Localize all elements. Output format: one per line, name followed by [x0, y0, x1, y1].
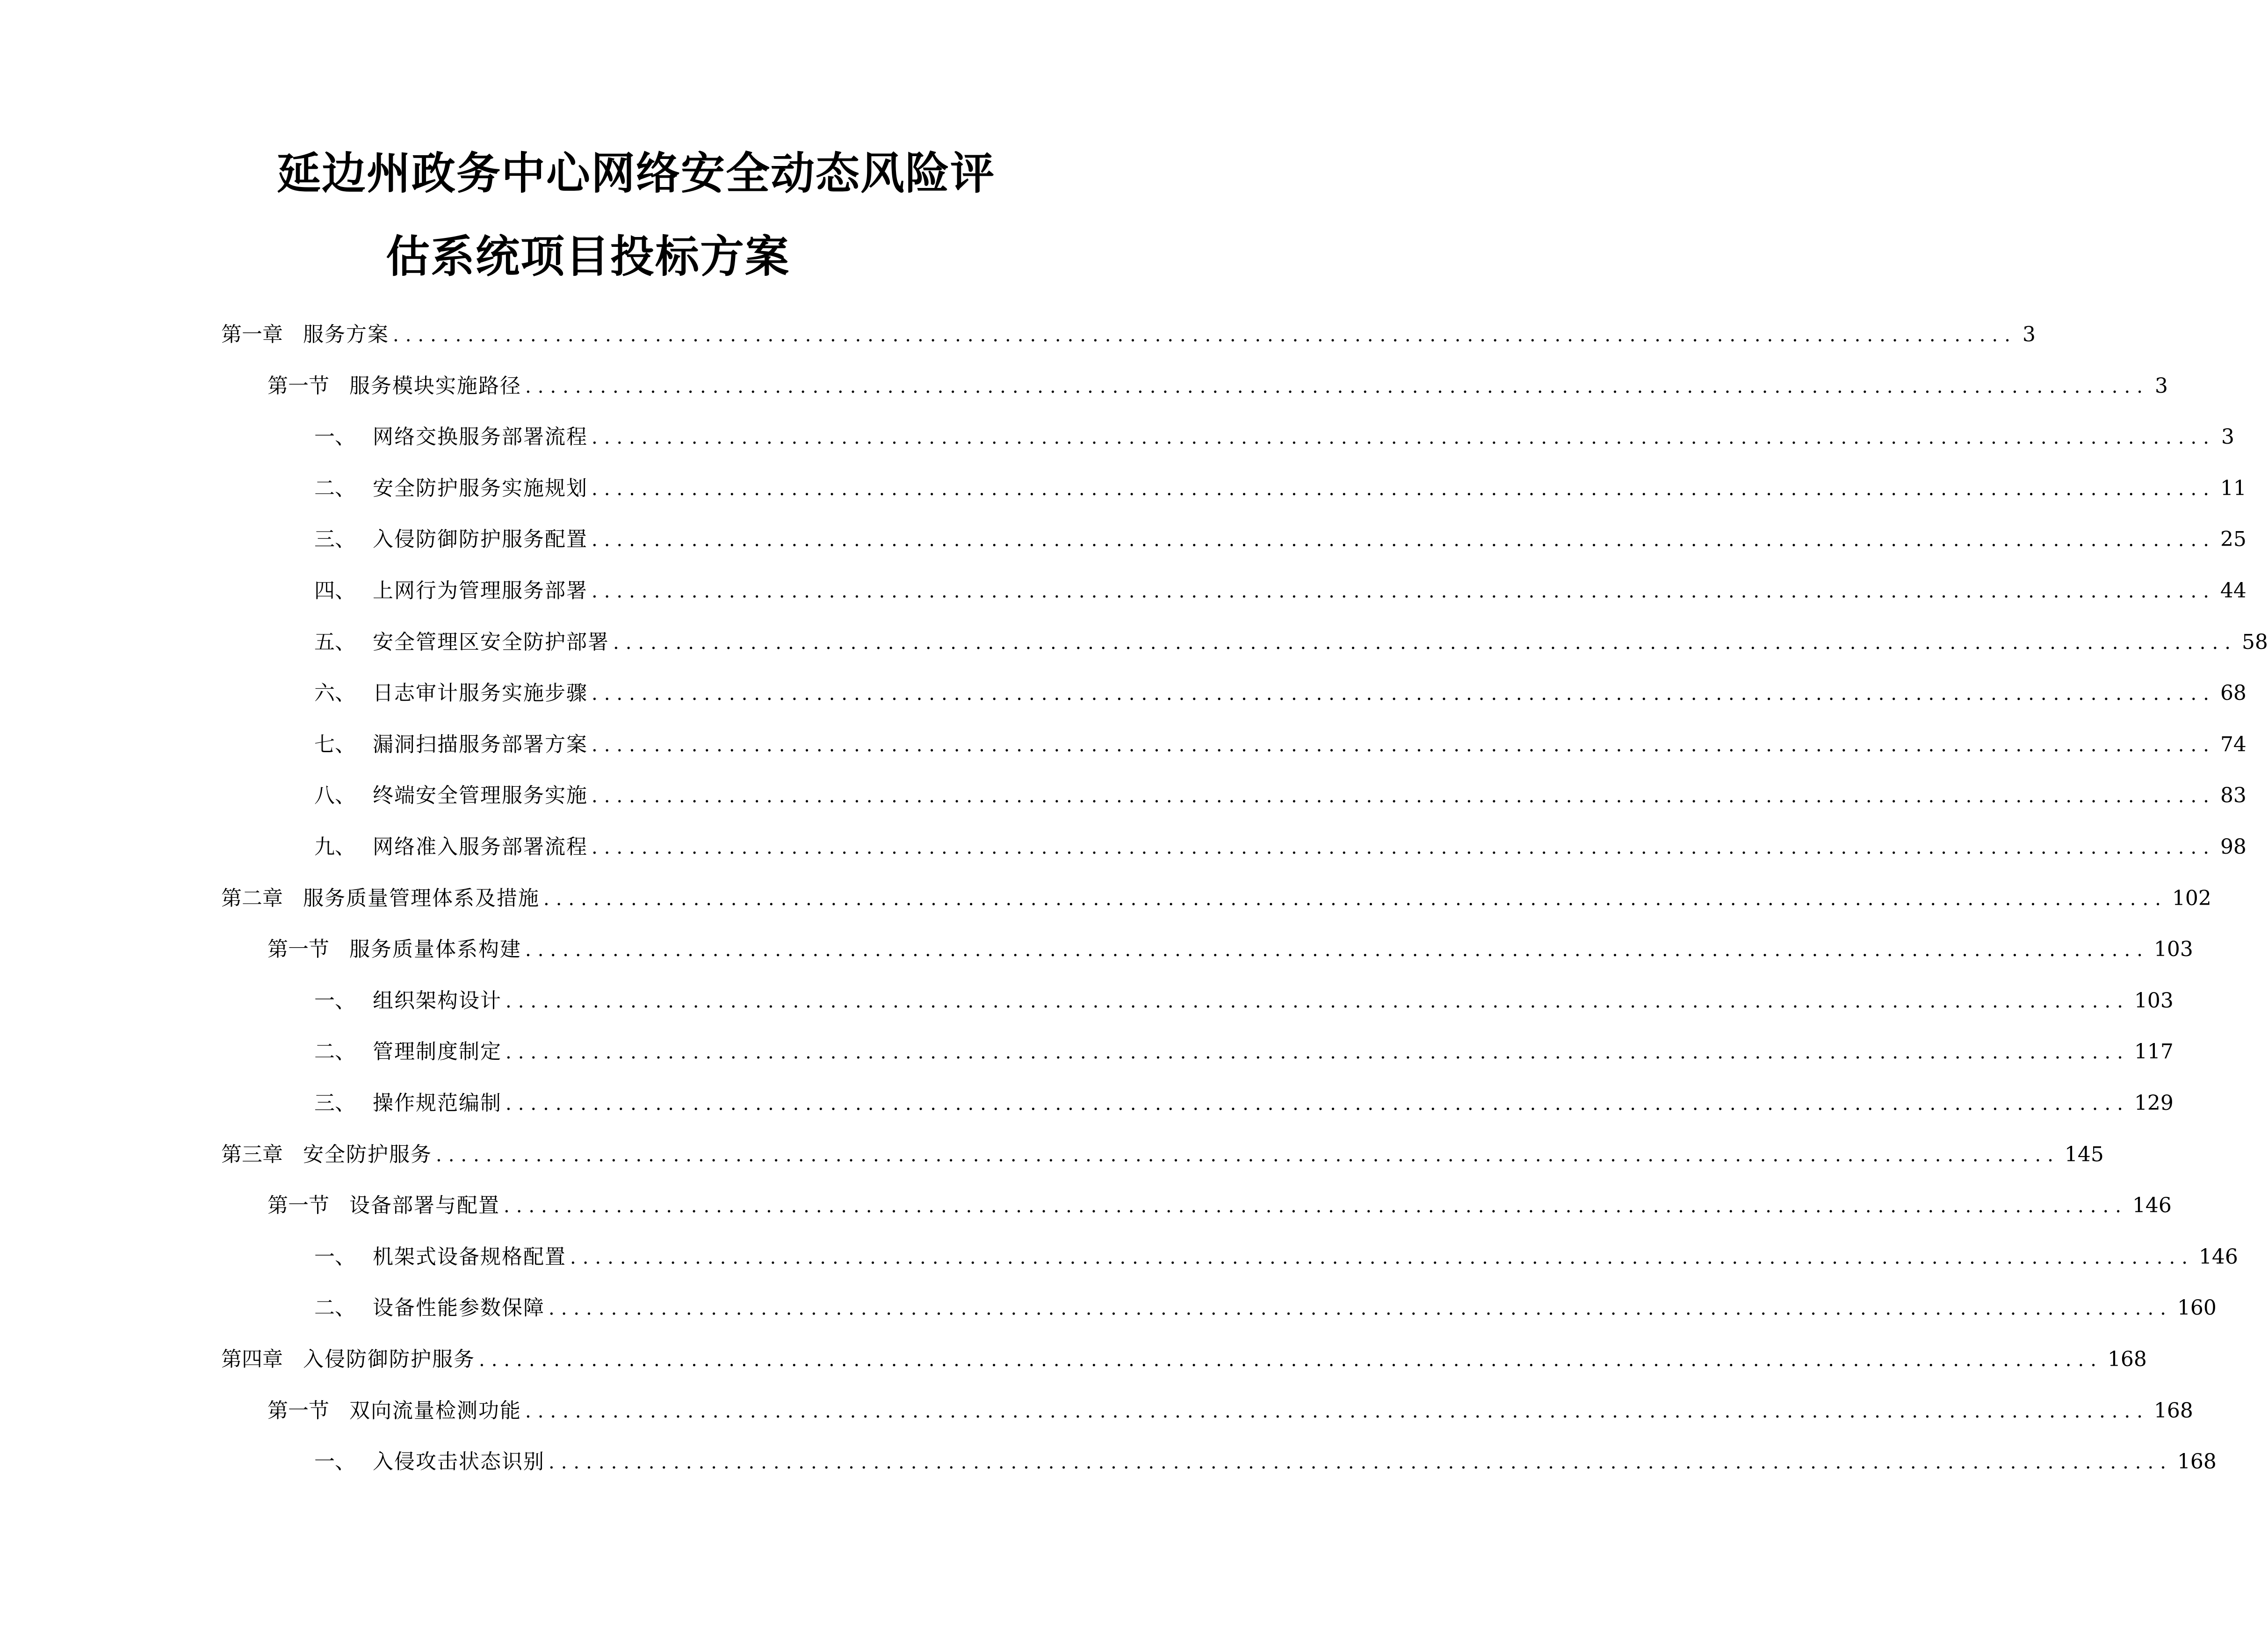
toc-entry[interactable]: [314, 470, 2246, 507]
toc-entry-number: 第四章: [221, 1347, 283, 1371]
toc-entry-title: 终端安全管理服务实施: [373, 784, 588, 808]
toc-entry-number: 八、: [314, 784, 355, 808]
toc-entry-number: 四、: [314, 579, 355, 603]
toc-entry-title: 上网行为管理服务部署: [373, 579, 588, 603]
toc-entry[interactable]: [314, 828, 2246, 866]
toc-dot-leader: ..................................................................................................................................: [525, 375, 2149, 397]
toc-dot-leader: ..................................................................................................................................: [506, 1042, 2130, 1064]
toc-entry-title: 双向流量检测功能: [349, 1398, 521, 1423]
toc-entry-title: 网络准入服务部署流程: [373, 835, 588, 859]
toc-entry-number: 第一节: [267, 374, 329, 398]
toc-entry-page-number: 58: [2241, 630, 2268, 654]
toc-entry-page-number: 3: [2022, 323, 2036, 346]
toc-entry[interactable]: [314, 1033, 2174, 1071]
toc-entry-title: 服务质量管理体系及措施: [303, 886, 540, 910]
toc-entry-number: 第一章: [221, 323, 283, 346]
toc-entry-page-number: 146: [2198, 1244, 2238, 1269]
toc-entry-page-number: 129: [2134, 1091, 2174, 1115]
document-title-line-2: 估系统项目投标方案: [386, 231, 790, 282]
toc-entry-page-number: 98: [2220, 835, 2246, 859]
toc-entry[interactable]: [314, 982, 2174, 1020]
toc-entry-page-number: 83: [2220, 784, 2246, 808]
toc-entry-title: 服务方案: [303, 323, 389, 346]
toc-entry-title: 日志审计服务实施步骤: [373, 681, 588, 705]
toc-entry-number: 一、: [314, 1244, 355, 1269]
toc-entry[interactable]: [314, 1443, 2217, 1481]
toc-dot-leader: ..................................................................................................................................: [592, 683, 2216, 705]
toc-entry[interactable]: [314, 726, 2246, 763]
toc-entry-page-number: 68: [2220, 681, 2246, 705]
toc-entry-number: 二、: [314, 1296, 355, 1320]
toc-dot-leader: ..................................................................................................................................: [506, 1093, 2130, 1115]
toc-dot-leader: ..................................................................................................................................: [592, 837, 2216, 858]
toc-entry-title: 设备性能参数保障: [373, 1296, 545, 1320]
toc-entry-number: 三、: [314, 527, 355, 552]
toc-entry-title: 入侵防御防护服务: [303, 1347, 475, 1371]
toc-dot-leader: ..................................................................................................................................: [525, 1400, 2149, 1422]
toc-entry[interactable]: [267, 931, 2193, 968]
toc-entry[interactable]: [314, 521, 2246, 558]
toc-entry[interactable]: [267, 367, 2168, 405]
toc-entry-page-number: 44: [2220, 579, 2246, 603]
toc-entry[interactable]: [221, 880, 2211, 917]
toc-entry[interactable]: [221, 1136, 2104, 1173]
toc-entry-title: 操作规范编制: [373, 1091, 502, 1115]
toc-entry-title: 入侵防御防护服务配置: [373, 527, 588, 552]
toc-entry[interactable]: [314, 418, 2234, 456]
toc-entry-title: 组织架构设计: [373, 988, 502, 1013]
toc-entry-number: 一、: [314, 1450, 355, 1474]
toc-dot-leader: ..................................................................................................................................: [613, 632, 2237, 654]
toc-entry-title: 安全管理区安全防护部署: [373, 630, 609, 654]
toc-dot-leader: ..................................................................................................................................: [592, 581, 2216, 602]
toc-entry-number: 第一节: [267, 937, 329, 962]
toc-entry-number: 六、: [314, 681, 355, 705]
toc-entry-title: 入侵攻击状态识别: [373, 1450, 545, 1474]
toc-entry-number: 第二章: [221, 886, 283, 910]
toc-entry-title: 安全防护服务: [303, 1142, 432, 1166]
toc-entry-page-number: 3: [2221, 425, 2234, 449]
toc-dot-leader: ..................................................................................................................................: [543, 888, 2167, 910]
toc-entry-number: 二、: [314, 1040, 355, 1064]
toc-entry-page-number: 103: [2134, 988, 2174, 1013]
toc-dot-leader: ..................................................................................................................................: [393, 324, 2017, 346]
toc-entry[interactable]: [314, 777, 2246, 814]
toc-entry-page-number: 168: [2107, 1347, 2147, 1371]
toc-entry-title: 服务模块实施路径: [349, 374, 521, 398]
toc-entry-page-number: 146: [2132, 1194, 2172, 1218]
toc-entry-number: 九、: [314, 835, 355, 859]
toc-entry[interactable]: [267, 1187, 2172, 1224]
toc-entry-title: 管理制度制定: [373, 1040, 502, 1064]
toc-entry-page-number: 168: [2153, 1398, 2193, 1423]
toc-entry-title: 安全防护服务实施规划: [373, 476, 588, 500]
toc-dot-leader: ..................................................................................................................................: [592, 785, 2216, 807]
toc-entry-title: 服务质量体系构建: [349, 937, 521, 962]
toc-entry[interactable]: [314, 675, 2246, 712]
toc-dot-leader: ..................................................................................................................................: [525, 939, 2149, 961]
toc-entry-number: 五、: [314, 630, 355, 654]
toc-entry-title: 漏洞扫描服务部署方案: [373, 732, 588, 756]
toc-entry-number: 三、: [314, 1091, 355, 1115]
toc-entry-number: 七、: [314, 732, 355, 756]
toc-entry-page-number: 160: [2177, 1296, 2217, 1320]
toc-dot-leader: ..................................................................................................................................: [592, 734, 2216, 756]
toc-entry-page-number: 168: [2177, 1450, 2217, 1474]
toc-entry-title: 网络交换服务部署流程: [373, 425, 588, 449]
toc-entry[interactable]: [221, 316, 2036, 353]
toc-dot-leader: ..................................................................................................................................: [504, 1195, 2128, 1217]
toc-entry-page-number: 145: [2064, 1142, 2104, 1166]
toc-entry[interactable]: [221, 1341, 2147, 1378]
toc-entry-page-number: 25: [2220, 527, 2246, 552]
toc-entry-number: 一、: [314, 988, 355, 1013]
toc-entry[interactable]: [314, 572, 2246, 610]
toc-entry-page-number: 74: [2220, 732, 2246, 756]
toc-entry-number: 二、: [314, 476, 355, 500]
toc-entry[interactable]: [314, 624, 2268, 661]
toc-entry-title: 机架式设备规格配置: [373, 1244, 566, 1269]
toc-entry-number: 一、: [314, 425, 355, 449]
toc-dot-leader: ..................................................................................................................................: [549, 1298, 2173, 1320]
toc-entry-page-number: 102: [2172, 886, 2211, 910]
toc-entry-page-number: 103: [2153, 937, 2193, 962]
toc-entry-page-number: 3: [2154, 374, 2168, 398]
toc-entry-title: 设备部署与配置: [349, 1194, 500, 1218]
toc-entry[interactable]: [314, 1238, 2238, 1276]
toc-entry-number: 第一节: [267, 1194, 329, 1218]
toc-entry[interactable]: [314, 1085, 2174, 1122]
toc-dot-leader: ..................................................................................................................................: [479, 1349, 2103, 1371]
toc-dot-leader: ..................................................................................................................................: [436, 1144, 2060, 1166]
toc-dot-leader: ..................................................................................................................................: [592, 478, 2216, 500]
document-title-line-1: 延边州政务中心网络安全动态风险评: [277, 148, 996, 199]
toc-dot-leader: ..................................................................................................................................: [592, 427, 2216, 449]
toc-dot-leader: ..................................................................................................................................: [506, 990, 2130, 1012]
toc-entry-page-number: 11: [2220, 476, 2246, 500]
toc-entry-page-number: 117: [2134, 1040, 2174, 1064]
toc-entry[interactable]: [314, 1289, 2217, 1327]
toc-dot-leader: ..................................................................................................................................: [570, 1246, 2194, 1268]
toc-entry-number: 第一节: [267, 1398, 329, 1423]
toc-entry[interactable]: [267, 1392, 2193, 1430]
toc-dot-leader: ..................................................................................................................................: [549, 1452, 2173, 1474]
toc-dot-leader: ..................................................................................................................................: [592, 529, 2216, 551]
toc-entry-number: 第三章: [221, 1142, 283, 1166]
